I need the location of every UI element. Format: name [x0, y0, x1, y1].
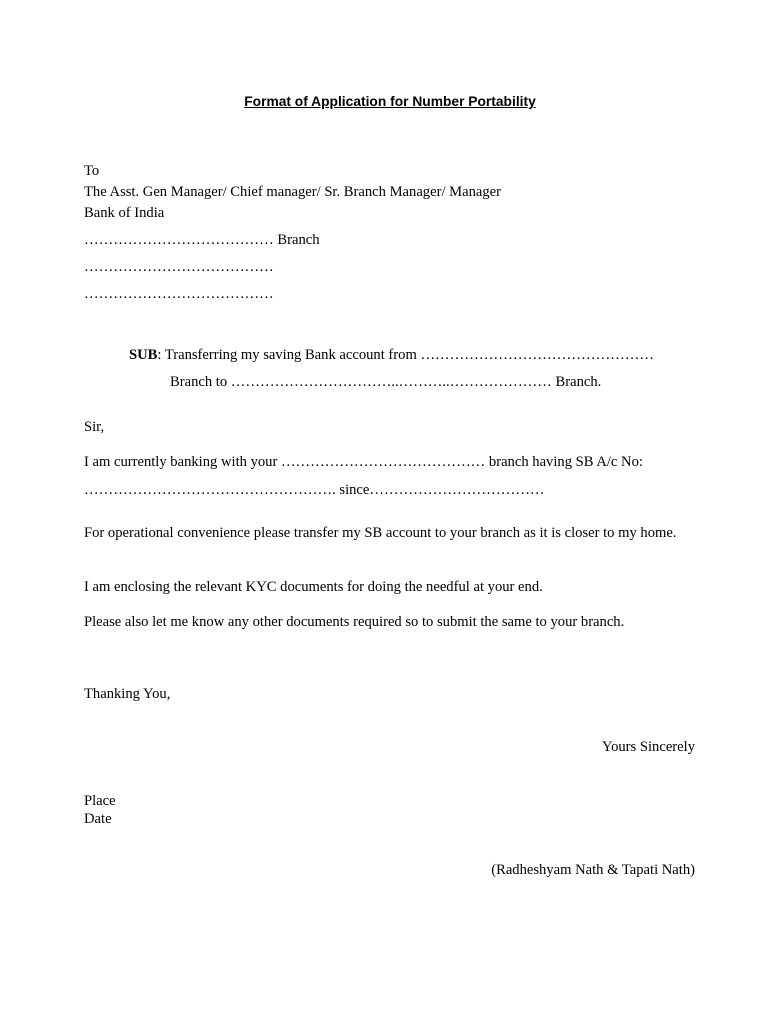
body-line-1: I am currently banking with your …………………………………… branch having SB A/c No: — [84, 454, 643, 470]
closing-thanks: Thanking You, — [84, 686, 171, 702]
subject-line-2: Branch to ……………………………..………..………………… Branch. — [170, 374, 602, 390]
subject-line — [129, 346, 654, 364]
subject-text: : Transferring my saving Bank account from ………………………………………… — [157, 347, 654, 363]
body-para-convenience: For operational convenience please transfer my SB account to your branch as it is closer to my home. — [84, 525, 677, 541]
page-title: Format of Application for Number Portability — [244, 94, 536, 109]
address-bank: Bank of India — [84, 205, 165, 221]
body-para-docs: Please also let me know any other documents required so to submit the same to your branch. — [84, 614, 625, 630]
subject-label: SUB — [129, 347, 158, 363]
address-blank-line-2: ………………………………… — [84, 286, 274, 302]
closing-yours: Yours Sincerely — [602, 739, 695, 755]
salutation: Sir, — [84, 419, 105, 435]
address-blank-line-1: ………………………………… — [84, 259, 274, 275]
address-recipient: The Asst. Gen Manager/ Chief manager/ Sr. Branch Manager/ Manager — [84, 184, 502, 200]
body-para-kyc: I am enclosing the relevant KYC documents for doing the needful at your end. — [84, 579, 543, 595]
body-line-2: ……………………………………………. since……………………………… — [84, 482, 545, 498]
address-to: To — [84, 163, 100, 179]
closing-place: Place — [84, 793, 116, 809]
closing-signatories: (Radheshyam Nath & Tapati Nath) — [491, 862, 695, 878]
closing-date: Date — [84, 811, 112, 827]
address-branch-line: ………………………………… Branch — [84, 232, 320, 248]
